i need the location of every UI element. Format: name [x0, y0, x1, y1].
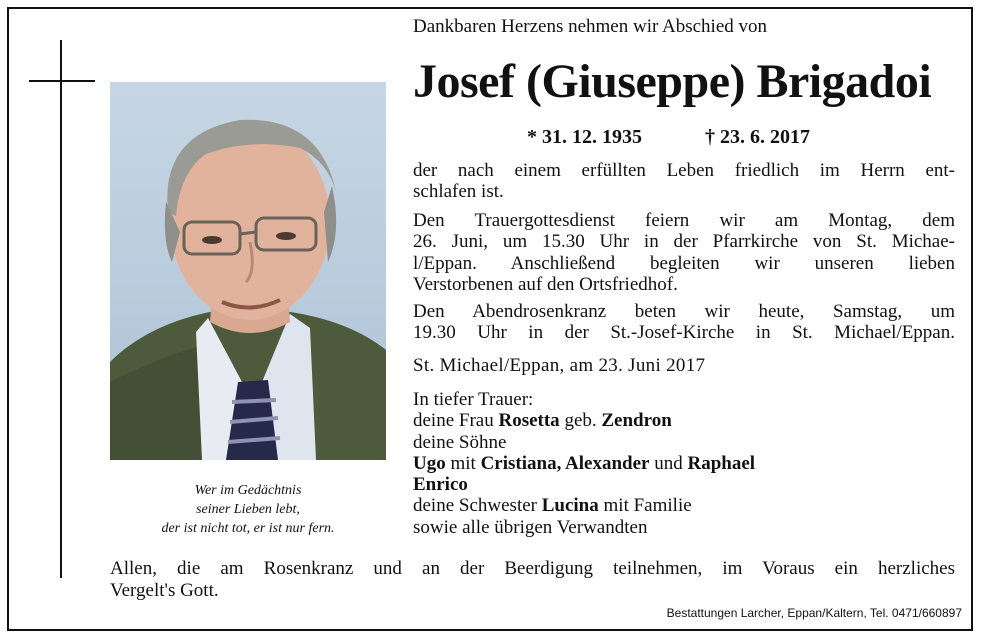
place-date: St. Michael/Eppan, am 23. Juni 2017	[413, 355, 706, 376]
portrait-photo	[110, 82, 386, 460]
deceased-name: Josef (Giuseppe) Brigadoi	[413, 55, 932, 108]
text-line: Vergelt's Gott.	[110, 580, 219, 601]
text-line: Verstorbenen auf den Ortsfriedhof.	[413, 273, 678, 295]
text-line: 19.30 Uhr in der St.-Josef-Kirche in St. Michael/Eppan.	[413, 322, 955, 344]
verse-line: seiner Lieben lebt,	[196, 502, 300, 517]
rosary-text	[413, 301, 955, 344]
mourner-wife: deine Frau Rosetta geb. Zendron	[413, 410, 672, 432]
death-date: † 23. 6. 2017	[705, 126, 810, 148]
passing-text	[413, 160, 955, 203]
text-line: schlafen ist.	[413, 181, 504, 203]
sons-label: deine Söhne	[413, 431, 507, 453]
mourners-list	[413, 389, 955, 538]
verse-line: der ist nicht tot, er ist nur fern.	[161, 521, 335, 536]
closing-thanks	[110, 558, 955, 602]
cross-icon	[60, 40, 62, 578]
text-line: l/Eppan. Anschließend begleiten wir unseren lieben	[413, 252, 955, 274]
intro-text: Dankbaren Herzens nehmen wir Abschied von	[413, 16, 768, 37]
mourners-heading: In tiefer Trauer:	[413, 389, 534, 410]
mourner-sister: deine Schwester Lucina mit Familie	[413, 495, 692, 517]
cross-icon-bar	[29, 80, 95, 82]
undertaker-info: Bestattungen Larcher, Eppan/Kaltern, Tel. 0471/660897	[666, 606, 962, 620]
memorial-verse	[110, 481, 386, 538]
text-line: Den Abendrosenkranz beten wir heute, Samstag, um	[413, 301, 955, 322]
mourner-relatives: sowie alle übrigen Verwandten	[413, 516, 648, 538]
mourner-son1: Ugo mit Cristiana, Alexander und Raphael	[413, 452, 756, 474]
text-line: Allen, die am Rosenkranz und an der Beerdigung teilnehmen, im Voraus ein herzliches	[110, 558, 955, 579]
service-text	[413, 210, 955, 295]
text-line: Den Trauergottesdienst feiern wir am Montag, dem	[413, 210, 955, 231]
text-line: 26. Juni, um 15.30 Uhr in der Pfarrkirche von St. Michae-	[413, 231, 955, 253]
mourner-son2: Enrico	[413, 474, 468, 496]
verse-line: Wer im Gedächtnis	[194, 483, 302, 498]
text-line: der nach einem erfüllten Leben friedlich im Herrn ent-	[413, 160, 955, 181]
birth-date: * 31. 12. 1935	[527, 126, 642, 148]
